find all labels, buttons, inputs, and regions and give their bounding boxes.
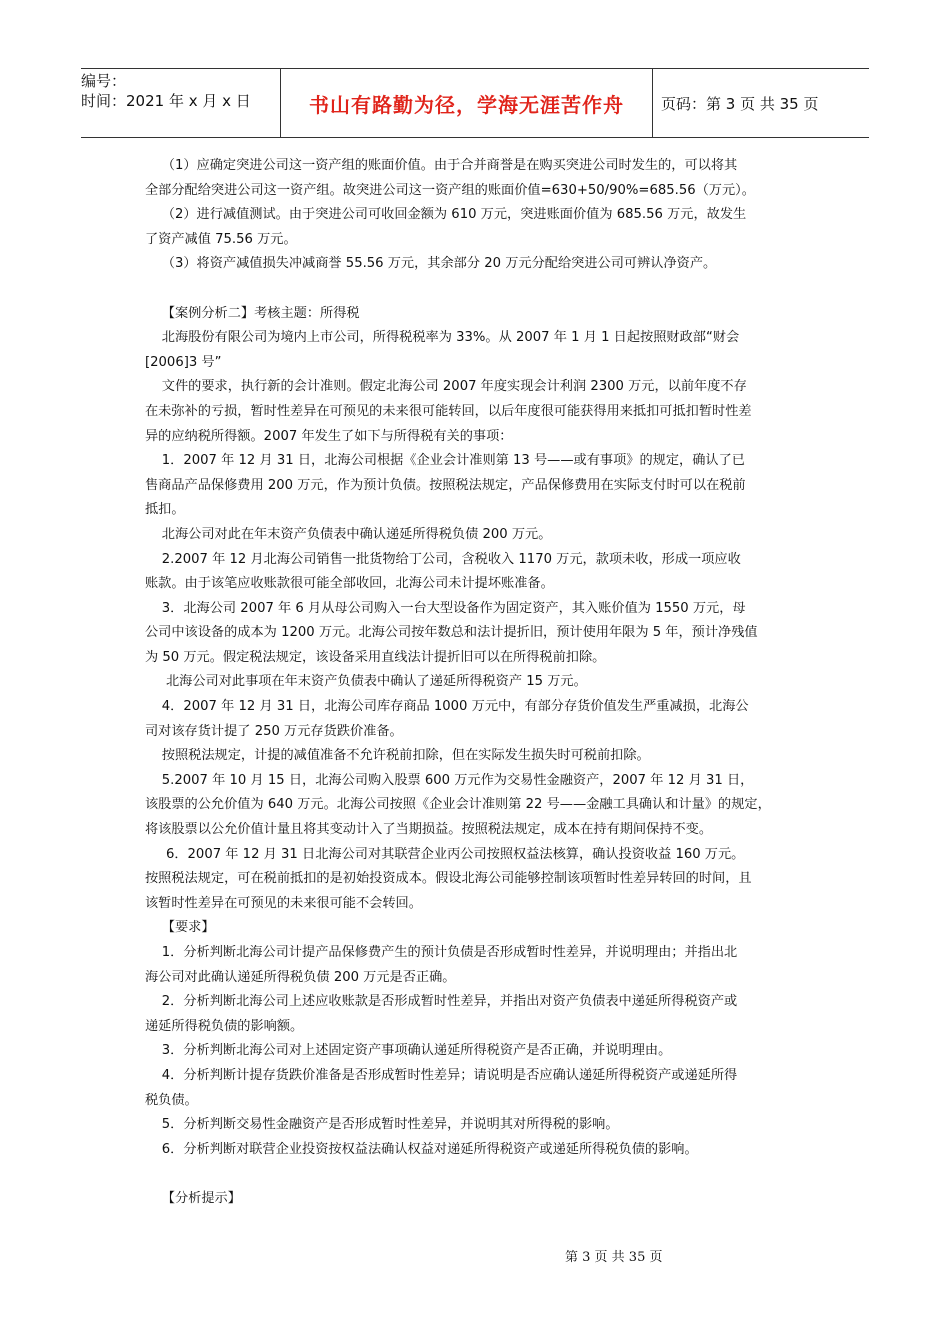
text-line: （3）将资产减值损失冲减商誉 55.56 万元，其余部分 20 万元分配给突进公司可辨认净资产。 <box>145 256 717 272</box>
text-line: 北海公司对此事项在年末资产负债表中确认了递延所得税资产 15 万元。 <box>145 674 587 690</box>
text-line: （2）进行减值测试。由于突进公司可收回金额为 610 万元，突进账面价值为 685.56 万元，故发生 <box>145 207 747 223</box>
text-line: 4．分析判断计提存货跌价准备是否形成暂时性差异；请说明是否应确认递延所得税资产或递延所得 <box>145 1067 738 1083</box>
text-line: 将该股票以公允价值计量且将其变动计入了当期损益。按照税法规定，成本在持有期间保持不变。 <box>145 822 713 838</box>
text-line: 1．2007 年 12 月 31 日，北海公司根据《企业会计准则第 13 号——或有事项》的规定，确认了已 <box>145 453 745 469</box>
text-line: 该暂时性差异在可预见的未来很可能不会转回。 <box>145 895 422 911</box>
text-line: 税负债。 <box>145 1092 198 1108</box>
blank-line <box>145 1162 807 1187</box>
text-line: 账款。由于该笔应收账款很可能全部收回，北海公司未计提坏账准备。 <box>145 576 554 592</box>
text-line: 海公司对此确认递延所得税负债 200 万元是否正确。 <box>145 969 456 985</box>
text-line: 北海股份有限公司为境内上市公司，所得税税率为 33%。从 2007 年 1 月 1 日起按照财政部“财会 <box>145 330 740 346</box>
text-line: （1）应确定突进公司这一资产组的账面价值。由于合并商誉是在购买突进公司时发生的，可以将其 <box>145 158 738 173</box>
page-header <box>81 68 869 138</box>
text-line: 北海公司对此在年末资产负债表中确认递延所得税负债 200 万元。 <box>145 526 552 542</box>
text-line: 递延所得税负债的影响额。 <box>145 1018 304 1034</box>
page-info-text: 页码：第 3 页 共 35 页 <box>661 94 819 113</box>
text-line: 按照税法规定，可在税前抵扣的是初始投资成本。假设北海公司能够控制该项暂时性差异转回的时间，且 <box>145 871 752 887</box>
text-line: 售商品产品保修费用 200 万元，作为预计负债。按照税法规定，产品保修费用在实际支付时可以在税前 <box>145 477 746 493</box>
text-line: 公司中该设备的成本为 1200 万元。北海公司按年数总和法计提折旧，预计使用年限为 5 年，预计净残值 <box>145 625 758 641</box>
text-line: 1．分析判断北海公司计提产品保修费产生的预计负债是否形成暂时性差异，并说明理由；并指出北 <box>145 945 738 960</box>
text-line: 抵扣。 <box>145 502 185 518</box>
text-line: 6．分析判断对联营企业投资按权益法确认权益对递延所得税资产或递延所得税负债的影响。 <box>145 1141 698 1157</box>
text-line: 【分析提示】 <box>145 1190 241 1206</box>
text-line: 全部分配给突进公司这一资产组。故突进公司这一资产组的账面价值=630+50/90%=685.56（万元）。 <box>145 182 755 198</box>
text-line: 3．分析判断北海公司对上述固定资产事项确认递延所得税资产是否正确，并说明理由。 <box>145 1043 672 1059</box>
text-line: 4．2007 年 12 月 31 日，北海公司库存商品 1000 万元中，有部分存货价值发生严重减损，北海公 <box>145 699 749 715</box>
text-line: 司对该存货计提了 250 万元存货跌价准备。 <box>145 723 403 739</box>
motto-text: 书山有路勤为径，学海无涯苦作舟 <box>309 92 624 117</box>
text-line: 2．分析判断北海公司上述应收账款是否形成暂时性差异，并指出对资产负债表中递延所得税资产或 <box>145 994 738 1010</box>
text-line: 3．北海公司 2007 年 6 月从母公司购入一台大型设备作为固定资产，其入账价值为 1550 万元，母 <box>145 600 746 616</box>
text-line: [2006]3 号” <box>145 354 222 370</box>
header-page-info <box>653 69 869 137</box>
text-line: 文件的要求，执行新的会计准则。假定北海公司 2007 年度实现会计利润 2300 万元，以前年度不存 <box>145 379 747 395</box>
blank-line <box>145 277 807 302</box>
text-line: 6．2007 年 12 月 31 日北海公司对其联营企业丙公司按照权益法核算，确认投资收益 160 万元。 <box>145 846 745 862</box>
text-line: 该股票的公允价值为 640 万元。北海公司按照《企业会计准则第 22 号——金融工具确认和计量》的规定， <box>145 797 771 813</box>
header-motto <box>281 69 653 137</box>
text-line: 5.2007 年 10 月 15 日，北海公司购入股票 600 万元作为交易性金融资产，2007 年 12 月 31 日， <box>145 772 754 788</box>
text-line: 【案例分析二】考核主题：所得税 <box>145 305 360 321</box>
text-line: 了资产减值 75.56 万元。 <box>145 231 297 247</box>
text-line: 在未弥补的亏损，暂时性差异在可预见的未来很可能转回，以后年度很可能获得用来抵扣可抵扣暂时性差 <box>145 403 752 419</box>
time-label: 时间：2021 年 x 月 x 日 <box>81 92 251 110</box>
text-line: 【要求】 <box>145 920 215 936</box>
id-label: 编号： <box>81 72 127 90</box>
header-meta <box>81 69 281 137</box>
page-footer: 第 3 页 共 35 页 <box>565 1250 663 1265</box>
text-line: 异的应纳税所得额。2007 年发生了如下与所得税有关的事项： <box>145 428 513 444</box>
document-body <box>145 154 807 1212</box>
text-line: 2.2007 年 12 月北海公司销售一批货物给丁公司，含税收入 1170 万元，款项未收，形成一项应收 <box>145 551 741 567</box>
text-line: 5．分析判断交易性金融资产是否形成暂时性差异，并说明其对所得税的影响。 <box>145 1117 619 1133</box>
text-line: 为 50 万元。假定税法规定，该设备采用直线法计提折旧可以在所得税前扣除。 <box>145 649 606 665</box>
text-line: 按照税法规定，计提的减值准备不允许税前扣除，但在实际发生损失时可税前扣除。 <box>145 748 650 764</box>
